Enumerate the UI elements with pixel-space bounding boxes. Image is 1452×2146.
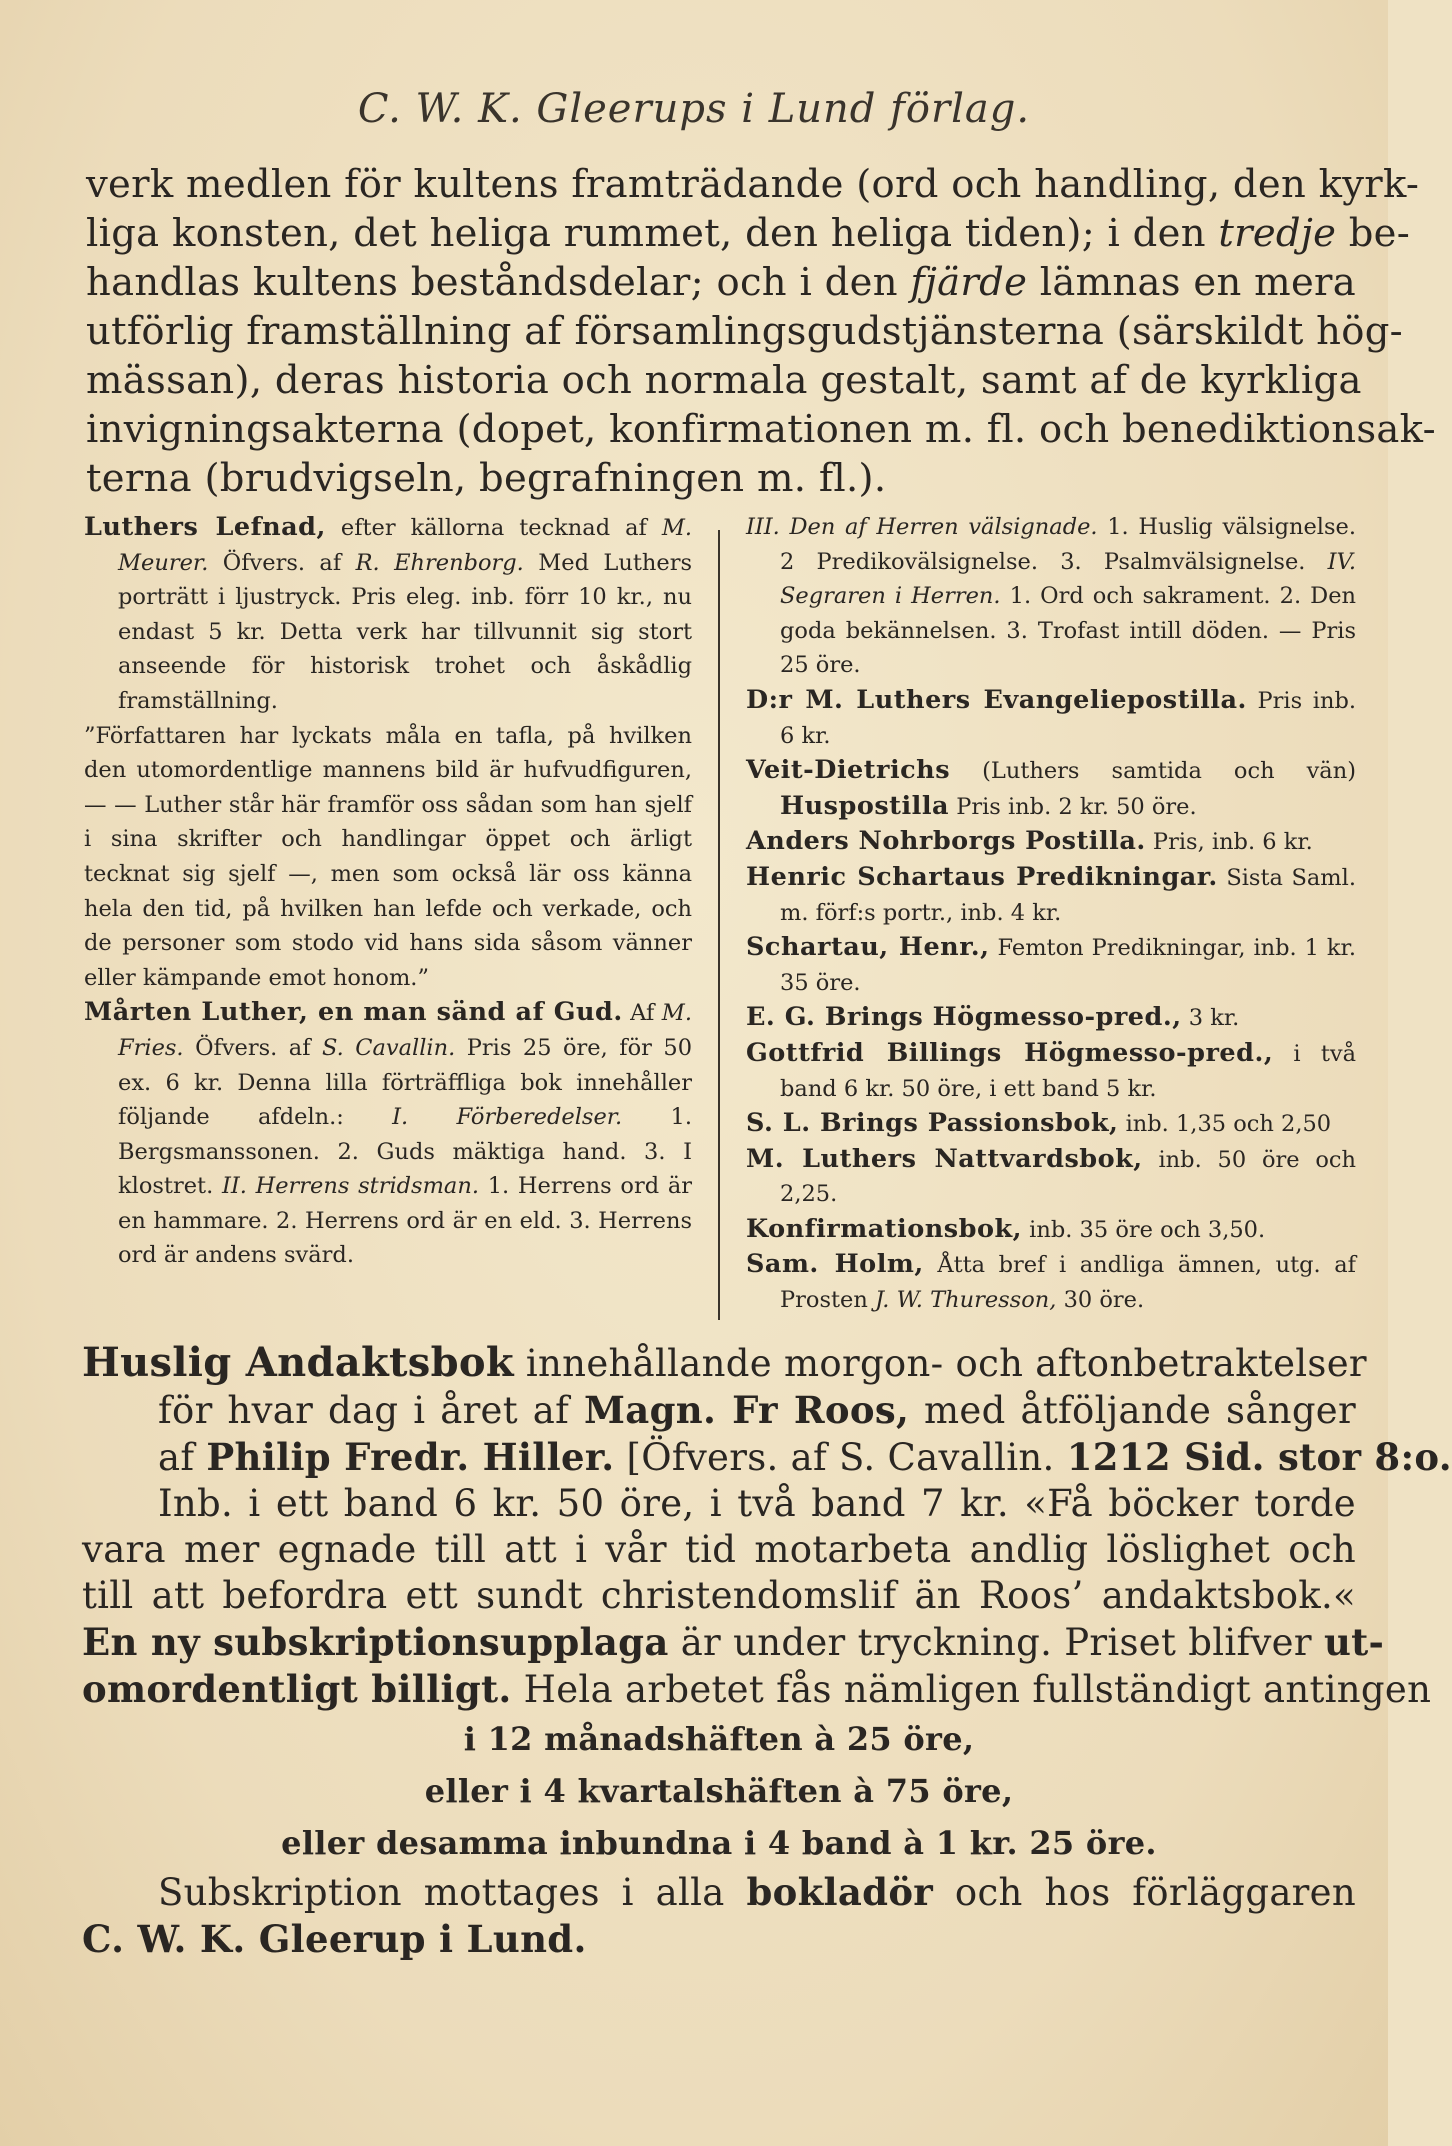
column-divider [718, 530, 720, 1320]
book-entry: Veit-Dietrichs (Luthers samtida och vän) Huspostilla Pris inb. 2 kr. 50 öre. [746, 755, 1356, 821]
ad-line: för hvar dag i året af Magn. Fr Roos, med åtföljande sånger [158, 1388, 1356, 1432]
ad-line: af Philip Fredr. Hiller. [Öfvers. af S. Cavallin. 1212 Sid. stor 8:o. [158, 1435, 1452, 1479]
intro-line: verk medlen för kultens framträdande (ord och handling, den kyrk- [86, 162, 1420, 207]
book-entry: Konfirmationsbok, inb. 35 öre och 3,50. [746, 1213, 1266, 1244]
intro-line: invigningsakterna (dopet, konfirmationen m. fl. och benediktionsak- [86, 407, 1436, 452]
book-entry: Anders Nohrborgs Postilla. Pris, inb. 6 kr. [746, 826, 1313, 857]
advertisement-block [82, 1339, 1452, 1963]
ad-line: Huslig Andaktsbok innehållande morgon- och aftonbetraktelser [82, 1339, 1367, 1386]
book-entry: Gottfrid Billings Högmesso-pred., i två band 6 kr. 50 öre, i ett band 5 kr. [746, 1037, 1357, 1102]
book-entry: III. Den af Herren välsignade. 1. Huslig välsignelse. 2 Predikovälsignelse. 3. Psalmvälsignelse. IV. Segraren i Herren. 1. Ord och sakrament. 2. Den goda bekännelsen. 3. Trofast intill döden. — Pris 25 öre. [746, 514, 1356, 679]
intro-line: liga konsten, det heliga rummet, den heliga tiden); i den tredje be- [86, 211, 1411, 256]
ad-line: till att befordra ett sundt christendomslif än Roos’ andaktsbok.« [82, 1574, 1356, 1617]
book-entry: D:r M. Luthers Evangeliepostilla. Pris inb. 6 kr. [746, 684, 1357, 749]
ad-line: Subskription mottages i alla bokladör och hos förläggaren [158, 1870, 1356, 1914]
intro-line: utförlig framställning af församlingsgudstjänsterna (särskildt hög- [86, 309, 1403, 354]
ad-line: En ny subskriptionsupplaga är under tryckning. Priset blifver ut- [82, 1620, 1385, 1664]
right-column [746, 510, 1356, 1318]
ad-line: vara mer egnade till att i vår tid motarbeta andlig löslighet och [82, 1528, 1356, 1571]
page-header: C. W. K. Gleerups i Lund förlag. [357, 86, 1031, 132]
book-entry: E. G. Brings Högmesso-pred., 3 kr. [746, 1002, 1240, 1033]
price-line: eller i 4 kvartalshäften à 75 öre, [424, 1772, 1014, 1810]
book-entry: Sam. Holm, Åtta bref i andliga ämnen, utg. af Prosten J. W. Thuresson, 30 öre. [746, 1249, 1357, 1314]
publisher-line: C. W. K. Gleerup i Lund. [82, 1917, 587, 1961]
review-quote: ”Författaren har lyckats måla en tafla, på hvilken den utomordentlige mannens bild är hufvudfiguren, — — Luther står här framför oss sådan som han sjelf i sina skrifter och handlingar öppet och ärligt tecknat sig sjelf —, men som också lär oss känna hela den tid, på hvilken han lefde och verkade, och de personer som stodo vid hans sida såsom vänner eller kämpande emot honom.” [84, 722, 692, 991]
book-entry: M. Luthers Nattvardsbok, inb. 50 öre och 2,25. [746, 1143, 1356, 1208]
book-entry: Luthers Lefnad, efter källorna tecknad af M. Meurer. Öfvers. af R. Ehrenborg. Med Luthers porträtt i ljustryck. Pris eleg. inb. förr 10 kr., nu endast 5 kr. Detta verk har tillvunnit sig stort anseende för historisk trohet och åskådlig framställning. [84, 512, 693, 714]
ad-line: Inb. i ett band 6 kr. 50 öre, i två band 7 kr. «Få böcker torde [158, 1482, 1356, 1525]
book-entry: S. L. Brings Passionsbok, inb. 1,35 och 2,50 [746, 1108, 1332, 1139]
intro-paragraph [86, 160, 1436, 503]
book-entry: Henric Schartaus Predikningar. Sista Saml. m. förf:s portr., inb. 4 kr. [746, 861, 1356, 926]
ad-line: omordentligt billigt. Hela arbetet fås nämligen fullständigt antingen [82, 1667, 1432, 1711]
book-entry: Mårten Luther, en man sänd af Gud. Af M. Fries. Öfvers. af S. Cavallin. Pris 25 öre, för 50 ex. 6 kr. Denna lilla förträffliga bok innehåller följande afdeln.: I. Förberedelser. 1. Bergsmanssonen. 2. Guds mäktiga hand. 3. I klostret. II. Herrens stridsman. 1. Herrens ord är en hammare. 2. Herrens ord är en eld. 3. Herrens ord är andens svärd. [84, 997, 693, 1269]
left-column [84, 510, 692, 1273]
book-entry: Schartau, Henr., Femton Predikningar, inb. 1 kr. 35 öre. [746, 932, 1356, 996]
price-line: i 12 månadshäften à 25 öre, [463, 1720, 975, 1758]
book-listing-columns [84, 510, 1356, 1320]
intro-line: terna (brudvigseln, begrafningen m. fl.). [86, 456, 887, 501]
intro-line: mässan), deras historia och normala gestalt, samt af de kyrkliga [86, 358, 1362, 403]
price-line: eller desamma inbundna i 4 band à 1 kr. 25 öre. [281, 1824, 1157, 1862]
intro-line: handlas kultens beståndsdelar; och i den fjärde lämnas en mera [86, 260, 1356, 305]
